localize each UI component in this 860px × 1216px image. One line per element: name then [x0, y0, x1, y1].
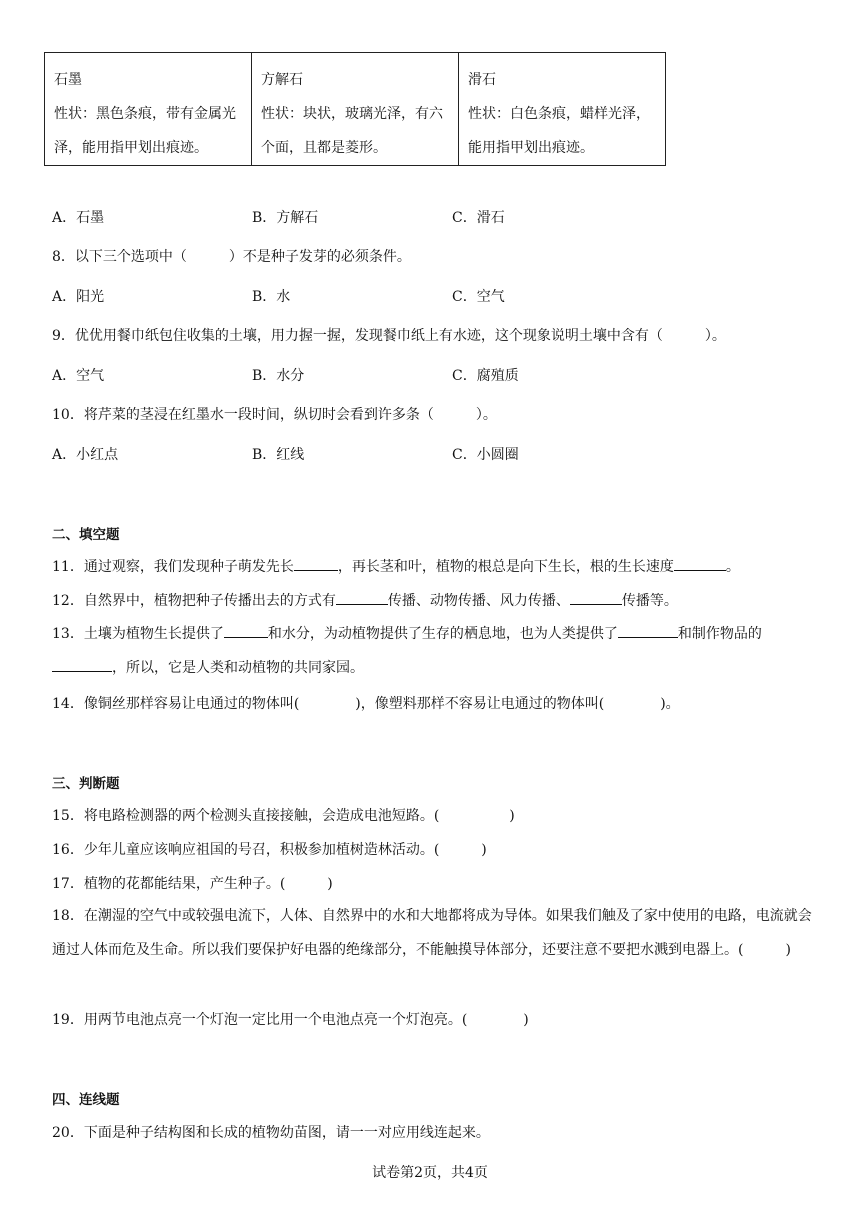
section-title: 四、连线题	[52, 1092, 120, 1108]
question-14: 14．像铜丝那样容易让电通过的物体叫( )，像塑料那样不容易让电通过的物体叫( )。	[52, 696, 680, 712]
section-title: 三、判断题	[52, 776, 120, 792]
question-text: 和水分，为动植物提供了生存的栖息地，也为人类提供了	[267, 626, 618, 642]
cell-desc: 性状：白色条痕，蜡样光泽，能用指甲划出痕迹。	[468, 106, 650, 156]
blank-line	[224, 623, 268, 638]
page-footer: 试卷第2页，共4页	[372, 1165, 488, 1181]
cell-desc: 性状：黑色条痕，带有金属光泽，能用指甲划出痕迹。	[54, 106, 236, 156]
question-text: 传播、动物传播、风力传播、	[387, 593, 570, 609]
option-b: B．水	[252, 289, 291, 305]
question-16: 16．少年儿童应该响应祖国的号召，积极参加植树造林活动。( )	[52, 842, 487, 858]
question-17: 17．植物的花都能结果，产生种子。( )	[52, 876, 333, 892]
question-text: 13．土壤为植物生长提供了	[52, 626, 224, 642]
question-text: 传播等。	[621, 593, 678, 609]
question-text: 和制作物品的	[677, 626, 762, 642]
option-c: C．小圆圈	[452, 447, 519, 463]
question-stem: 10．将芹菜的茎浸在红墨水一段时间，纵切时会看到许多条（ ）。	[52, 407, 497, 423]
question-20: 20．下面是种子结构图和长成的植物幼苗图，请一一对应用线连起来。	[52, 1125, 490, 1141]
table-cell	[252, 53, 459, 166]
question-15: 15．将电路检测器的两个检测头直接接触，会造成电池短路。( )	[52, 808, 515, 824]
option-a: A．阳光	[52, 289, 105, 305]
table-cell	[45, 53, 252, 166]
blank-line	[618, 623, 678, 638]
question-19: 19．用两节电池点亮一个灯泡一定比用一个电池点亮一个灯泡亮。( )	[52, 1012, 529, 1028]
blank-line	[52, 657, 112, 672]
cell-name: 滑石	[468, 72, 496, 88]
question-stem: 9．优优用餐巾纸包住收集的土壤，用力握一握，发现餐巾纸上有水迹，这个现象说明土壤中含有（ ）。	[52, 328, 726, 344]
option-b: B．方解石	[252, 210, 319, 226]
option-c: C．腐殖质	[452, 368, 519, 384]
option-a: A．石墨	[52, 210, 105, 226]
table-cell	[459, 53, 666, 166]
cell-desc: 性状：块状，玻璃光泽，有六个面，且都是菱形。	[261, 106, 443, 156]
question-12	[52, 590, 678, 610]
blank-line	[570, 590, 622, 605]
option-b: B．水分	[252, 368, 305, 384]
blank-line	[336, 590, 388, 605]
option-c: C．空气	[452, 289, 505, 305]
question-13	[52, 617, 812, 685]
question-stem: 8．以下三个选项中（ ）不是种子发芽的必须条件。	[52, 249, 411, 265]
cell-name: 方解石	[261, 72, 303, 88]
question-18: 18．在潮湿的空气中或较强电流下，人体、自然界中的水和大地都将成为导体。如果我们触及了家中使用的电路，电流就会通过人体而危及生命。所以我们要保护好电器的绝缘部分，不能触摸导体部分，还要注意不要把水溅到电器上。( )	[52, 908, 812, 958]
option-c: C．滑石	[452, 210, 505, 226]
cell-name: 石墨	[54, 72, 82, 88]
option-a: A．空气	[52, 368, 105, 384]
question-text: ，再长茎和叶，植物的根总是向下生长，根的生长速度	[337, 559, 674, 575]
section-title: 二、填空题	[52, 527, 120, 543]
option-b: B．红线	[252, 447, 305, 463]
question-text: 11．通过观察，我们发现种子萌发先长	[52, 559, 294, 575]
question-text: ，所以，它是人类和动植物的共同家园。	[112, 660, 364, 676]
option-a: A．小红点	[52, 447, 119, 463]
question-text: 。	[725, 559, 740, 575]
blank-line	[294, 556, 338, 571]
mineral-table	[44, 52, 666, 166]
question-11	[52, 556, 740, 576]
question-text: 12．自然界中，植物把种子传播出去的方式有	[52, 593, 336, 609]
blank-line	[674, 556, 726, 571]
